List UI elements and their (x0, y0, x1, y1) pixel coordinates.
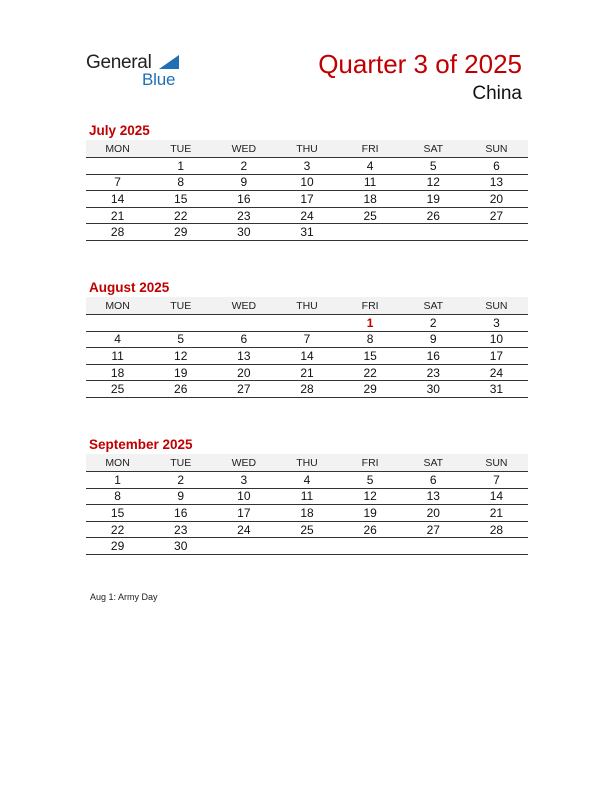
month-title: September 2025 (89, 437, 193, 452)
day-cell: 1 (86, 472, 149, 489)
day-cell: 24 (212, 521, 275, 538)
week-row (86, 174, 528, 191)
day-cell: 14 (86, 191, 149, 208)
month-block (86, 436, 528, 555)
week-row (86, 505, 528, 522)
day-cell: 18 (86, 364, 149, 381)
day-cell: 26 (339, 521, 402, 538)
weekday-header: SAT (402, 297, 465, 315)
day-cell: 12 (149, 348, 212, 365)
day-cell: 15 (86, 505, 149, 522)
day-cell: 21 (86, 207, 149, 224)
day-cell (212, 538, 275, 555)
day-cell: 26 (149, 381, 212, 398)
day-cell: 29 (149, 224, 212, 241)
day-cell: 28 (275, 381, 338, 398)
day-cell: 13 (465, 174, 528, 191)
weekday-header: THU (275, 140, 338, 158)
day-cell: 8 (339, 331, 402, 348)
day-cell: 5 (149, 331, 212, 348)
day-cell: 23 (402, 364, 465, 381)
day-cell: 18 (275, 505, 338, 522)
weekday-header-row (86, 140, 528, 158)
day-cell: 8 (86, 488, 149, 505)
day-cell: 13 (212, 348, 275, 365)
week-row (86, 191, 528, 208)
day-cell: 29 (339, 381, 402, 398)
day-cell: 28 (465, 521, 528, 538)
day-cell: 5 (339, 472, 402, 489)
day-cell (275, 538, 338, 555)
weekday-header: MON (86, 140, 149, 158)
day-cell: 7 (86, 174, 149, 191)
logo-text-blue: Blue (142, 70, 176, 89)
week-row (86, 364, 528, 381)
week-row (86, 472, 528, 489)
month-block (86, 122, 528, 241)
weekday-header: TUE (149, 454, 212, 472)
day-cell: 14 (465, 488, 528, 505)
day-cell: 20 (402, 505, 465, 522)
month-title: July 2025 (89, 123, 150, 138)
day-cell (402, 224, 465, 241)
day-cell: 9 (212, 174, 275, 191)
day-cell: 1 (149, 158, 212, 175)
day-cell: 4 (339, 158, 402, 175)
day-cell: 19 (149, 364, 212, 381)
month-calendar-table (86, 454, 528, 555)
day-cell: 11 (275, 488, 338, 505)
day-cell: 6 (465, 158, 528, 175)
weekday-header: TUE (149, 297, 212, 315)
week-row (86, 381, 528, 398)
page-title: Quarter 3 of 2025 (318, 49, 522, 79)
weekday-header: WED (212, 297, 275, 315)
day-cell: 12 (339, 488, 402, 505)
month-block (86, 279, 528, 398)
logo-triangle-icon (159, 55, 179, 69)
day-cell: 21 (275, 364, 338, 381)
day-cell: 22 (86, 521, 149, 538)
day-cell: 17 (212, 505, 275, 522)
day-cell: 14 (275, 348, 338, 365)
day-cell: 20 (465, 191, 528, 208)
month-calendar-table (86, 297, 528, 398)
week-row (86, 207, 528, 224)
day-cell: 10 (212, 488, 275, 505)
day-cell: 19 (339, 505, 402, 522)
day-cell: 7 (275, 331, 338, 348)
day-cell: 16 (402, 348, 465, 365)
day-cell: 25 (275, 521, 338, 538)
weekday-header: THU (275, 454, 338, 472)
weekday-header-row (86, 454, 528, 472)
weekday-header: MON (86, 297, 149, 315)
day-cell: 4 (275, 472, 338, 489)
day-cell: 20 (212, 364, 275, 381)
day-cell: 9 (402, 331, 465, 348)
day-cell: 31 (275, 224, 338, 241)
day-cell: 22 (339, 364, 402, 381)
day-cell: 18 (339, 191, 402, 208)
week-row (86, 331, 528, 348)
generalblue-logo (86, 50, 196, 90)
day-cell: 17 (465, 348, 528, 365)
day-cell: 10 (465, 331, 528, 348)
country-name: China (472, 83, 522, 104)
day-cell: 6 (212, 331, 275, 348)
logo-text-general: General (86, 52, 152, 73)
day-cell: 8 (149, 174, 212, 191)
weekday-header: TUE (149, 140, 212, 158)
day-cell: 9 (149, 488, 212, 505)
day-cell: 1 (339, 315, 402, 332)
week-row (86, 348, 528, 365)
weekday-header: SUN (465, 140, 528, 158)
day-cell (86, 158, 149, 175)
day-cell: 3 (212, 472, 275, 489)
weekday-header: FRI (339, 454, 402, 472)
day-cell: 3 (465, 315, 528, 332)
day-cell (339, 538, 402, 555)
day-cell: 2 (149, 472, 212, 489)
day-cell (212, 315, 275, 332)
month-calendar-table (86, 140, 528, 241)
day-cell: 16 (212, 191, 275, 208)
week-row (86, 224, 528, 241)
day-cell: 29 (86, 538, 149, 555)
day-cell: 3 (275, 158, 338, 175)
holiday-note: Aug 1: Army Day (90, 592, 158, 602)
day-cell (339, 224, 402, 241)
day-cell: 30 (149, 538, 212, 555)
day-cell (149, 315, 212, 332)
day-cell: 15 (339, 348, 402, 365)
day-cell (465, 538, 528, 555)
weekday-header: FRI (339, 297, 402, 315)
weekday-header: FRI (339, 140, 402, 158)
day-cell: 26 (402, 207, 465, 224)
day-cell: 17 (275, 191, 338, 208)
day-cell (402, 538, 465, 555)
day-cell: 21 (465, 505, 528, 522)
day-cell: 2 (402, 315, 465, 332)
day-cell: 5 (402, 158, 465, 175)
week-row (86, 521, 528, 538)
weekday-header: SAT (402, 454, 465, 472)
day-cell: 4 (86, 331, 149, 348)
day-cell: 31 (465, 381, 528, 398)
day-cell (465, 224, 528, 241)
week-row (86, 315, 528, 332)
day-cell: 19 (402, 191, 465, 208)
day-cell (86, 315, 149, 332)
weekday-header-row (86, 297, 528, 315)
day-cell: 13 (402, 488, 465, 505)
day-cell: 24 (275, 207, 338, 224)
day-cell: 22 (149, 207, 212, 224)
day-cell: 16 (149, 505, 212, 522)
day-cell: 25 (86, 381, 149, 398)
weekday-header: MON (86, 454, 149, 472)
month-title: August 2025 (89, 280, 170, 295)
day-cell: 24 (465, 364, 528, 381)
day-cell: 11 (86, 348, 149, 365)
day-cell: 30 (402, 381, 465, 398)
weekday-header: WED (212, 140, 275, 158)
day-cell: 25 (339, 207, 402, 224)
weekday-header: SUN (465, 297, 528, 315)
day-cell (275, 315, 338, 332)
day-cell: 11 (339, 174, 402, 191)
weekday-header: THU (275, 297, 338, 315)
day-cell: 27 (402, 521, 465, 538)
day-cell: 30 (212, 224, 275, 241)
day-cell: 27 (465, 207, 528, 224)
weekday-header: SUN (465, 454, 528, 472)
weekday-header: SAT (402, 140, 465, 158)
day-cell: 23 (149, 521, 212, 538)
day-cell: 27 (212, 381, 275, 398)
day-cell: 23 (212, 207, 275, 224)
day-cell: 6 (402, 472, 465, 489)
week-row (86, 158, 528, 175)
day-cell: 7 (465, 472, 528, 489)
day-cell: 12 (402, 174, 465, 191)
week-row (86, 538, 528, 555)
day-cell: 15 (149, 191, 212, 208)
day-cell: 10 (275, 174, 338, 191)
day-cell: 2 (212, 158, 275, 175)
holiday-notes (90, 592, 158, 602)
day-cell: 28 (86, 224, 149, 241)
weekday-header: WED (212, 454, 275, 472)
week-row (86, 488, 528, 505)
